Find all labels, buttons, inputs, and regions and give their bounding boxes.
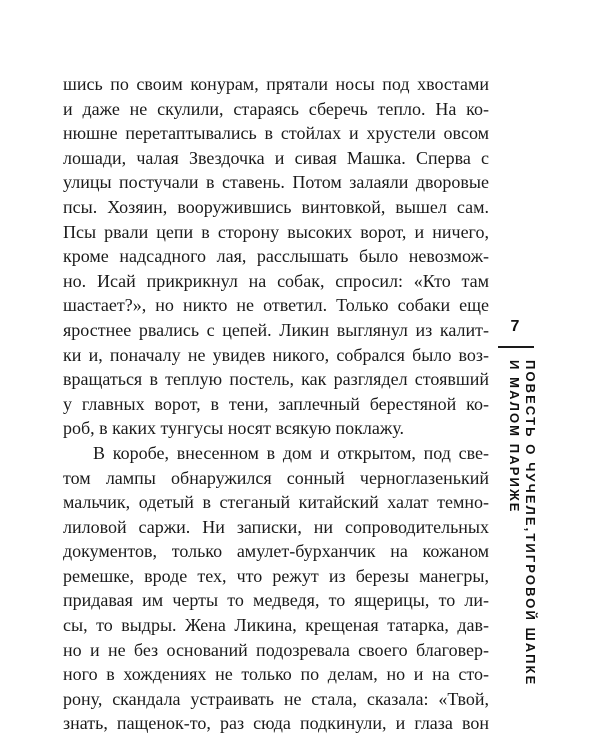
text-line: лошади, чалая Звездочка и сивая Машка. Сперва с: [63, 147, 489, 168]
text-line: яростнее рвались с цепей. Ликин выглянул из калит-: [63, 319, 489, 340]
text-line: шись по своим конурам, прятали носы под хвостами: [63, 74, 489, 94]
text-line: документов, только амулет-бурханчик на кожаном: [63, 541, 489, 562]
text-line: мальчик, одетый в стеганый китайский халат темно-: [63, 492, 489, 513]
text-line: ного в хождениях не только по делам, но и на сто-: [63, 664, 489, 685]
text-line: но. Исай прикрикнул на собак, спросил: «Кто там: [63, 270, 489, 291]
text-line: лиловой саржи. Ни записки, ни сопроводительных: [63, 516, 489, 537]
paragraph-start-line: В коробе, внесенном в дом и открытом, под све-: [93, 442, 489, 463]
paragraph-end-line: роб, в каких тунгусы носят всякую поклажу.: [63, 418, 405, 439]
running-title: [500, 360, 540, 687]
text-line: улицы постучали в ставень. Потом залаяли дворовые: [63, 172, 489, 193]
text-line: но и не без оснований подозревала своего благовер-: [63, 639, 489, 660]
text-line: ки и, поначалу не увидев никого, собрался было воз-: [63, 344, 489, 365]
text-line: и даже не скулили, стараясь сберечь тепло. На ко-: [63, 98, 489, 119]
body-text: [63, 72, 489, 736]
text-line: том лампы обнаружился сонный черноглазенький: [63, 467, 489, 488]
text-line: ремешке, вроде тех, что режут из березы манегры,: [63, 565, 489, 586]
text-line: шастает?», но никто не ответил. Только собаки еще: [63, 295, 489, 316]
page-number: 7: [510, 318, 520, 335]
text-line: кроме надсадного лая, расслышать было невозмож-: [63, 246, 489, 267]
text-line: вращаться в теплую постель, как разглядел стоявший: [63, 369, 489, 390]
running-title-line-2: И МАЛОМ ПАРИЖЕ: [507, 360, 522, 514]
text-line: у главных ворот, в тени, заплечный берестяной ко-: [63, 393, 489, 414]
text-line: Псы рвали цепи в сторону высоких ворот, и ничего,: [63, 221, 489, 242]
text-line: рону, скандала устраивать не стала, сказала: «Твой,: [63, 688, 489, 709]
text-line: придавая им черты то медведя, то ящерицы, то ли-: [63, 590, 489, 611]
running-title-rule: [498, 346, 534, 348]
text-line: псы. Хозяин, вооружившись винтовкой, вышел сам.: [63, 196, 489, 217]
text-line: знать, пащенок-то, раз сюда подкинули, и глаза вон: [63, 713, 489, 734]
running-title-line-1: ПОВЕСТЬ О ЧУЧЕЛЕ,ТИГРОВОЙ ШАПКЕ: [523, 360, 538, 687]
text-line: нюшне перетаптывались в стойлах и хрустели овсом: [63, 123, 489, 144]
text-line: сы, то выдры. Жена Ликина, крещеная татарка, дав-: [63, 615, 489, 636]
